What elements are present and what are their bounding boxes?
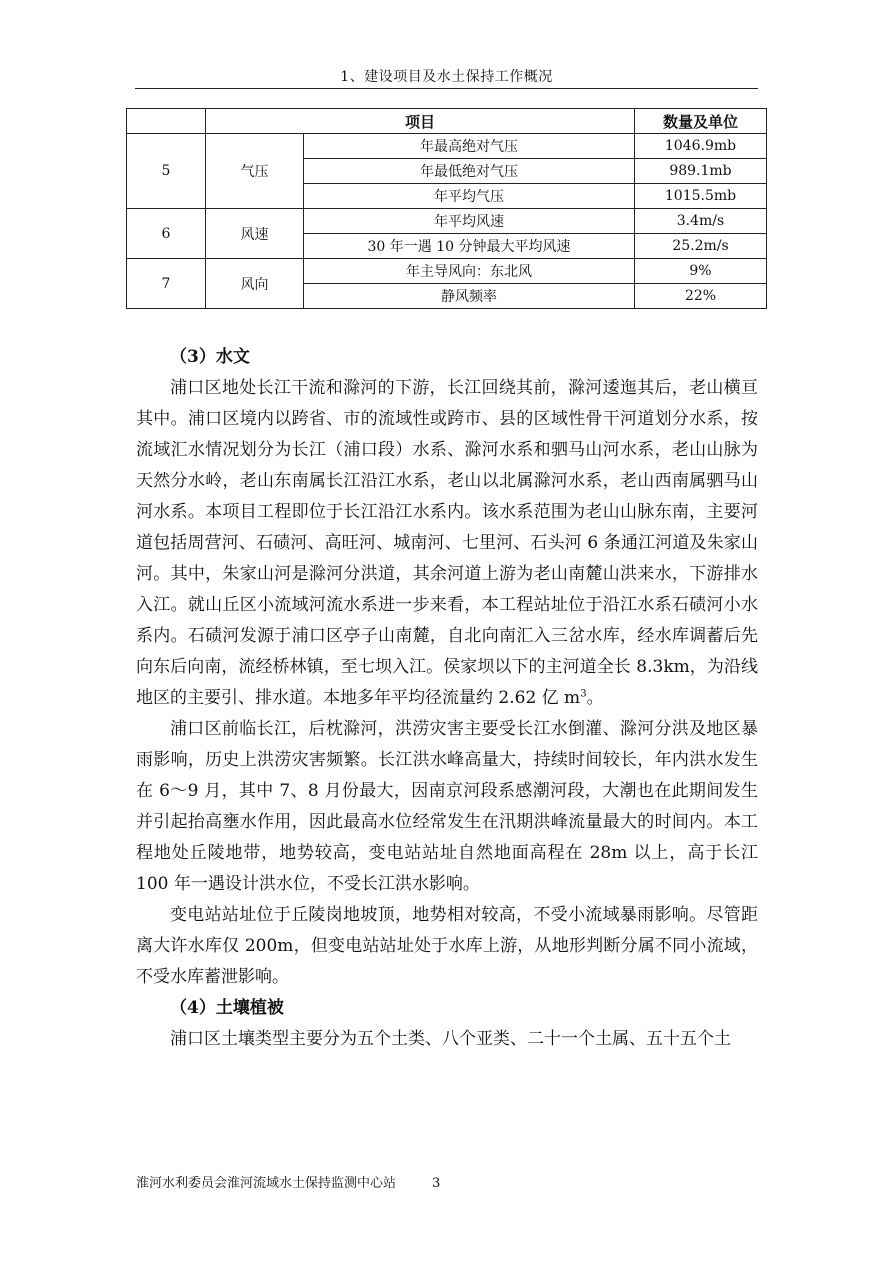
row-category: 风向 (206, 259, 304, 309)
header-blank-cell (127, 109, 206, 134)
row-category: 气压 (206, 134, 304, 209)
row-item: 30 年一遇 10 分钟最大平均风速 (304, 234, 635, 259)
row-value: 989.1mb (635, 159, 767, 184)
row-category: 风速 (206, 209, 304, 259)
paragraph-text: 浦口区地处长江干流和滁河的下游，长江回绕其前，滁河逶迤其后，老山横亘其中。浦口区境内以跨省、市的流域性或跨市、县的区域性骨干河道划分水系，按流域汇水情况划分为长江（浦口段）水系、滁河水系和驷马山河水系，老山山脉为天然分水岭，老山东南属长江沿江水系，老山以北属滁河水系，老山西南属驷马山河水系。本项目工程即位于长江沿江水系内。该水系范围为老山山脉东南，主要河道包括周营河、石碛河、高旺河、城南河、七里河、石头河 6 条通江河道及朱家山河。其中，朱家山河是滁河分洪道，其余河道上游为老山南麓山洪来水，下游排水入江。就山丘区小流域河流水系进一步来看，本工程站址位于沿江水系石碛河小水系内。石碛河发源于浦口区亭子山南麓，自北向南汇入三岔水库，经水库调蓄后先向东后向南，流经桥林镇，至七坝入江。侯家坝以下的主河道全长 8.3km，为沿线地区的主要引、排水道。本地多年平均径流量约 2.62 亿 m (136, 378, 758, 708)
row-value: 3.4m/s (635, 209, 767, 234)
page-footer (136, 1172, 440, 1191)
superscript: 3 (580, 688, 587, 700)
row-value: 1046.9mb (635, 134, 767, 159)
climate-parameter-table (126, 108, 767, 309)
row-item: 年最低绝对气压 (304, 159, 635, 184)
section-heading-soil-vegetation: （4）土壤植被 (170, 998, 284, 1018)
row-item: 静风频率 (304, 284, 635, 309)
header-rule (135, 88, 758, 89)
row-number: 6 (127, 209, 206, 259)
row-item: 年主导风向：东北风 (304, 259, 635, 284)
section-heading-hydrology: （3）水文 (170, 347, 250, 367)
paragraph-end: 。 (586, 688, 604, 708)
row-number: 7 (127, 259, 206, 309)
page-number: 3 (432, 1176, 441, 1191)
footer-organization: 淮河水利委员会淮河流域水土保持监测中心站 (136, 1176, 397, 1191)
hydrology-paragraph-1 (136, 373, 758, 714)
table-row (127, 209, 767, 234)
row-item: 年平均气压 (304, 184, 635, 209)
hydrology-paragraph-2: 浦口区前临长江，后枕滁河，洪涝灾害主要受长江水倒灌、滁河分洪及地区暴雨影响，历史上洪涝灾害频繁。长江洪水峰高量大，持续时间较长，年内洪水发生在 6～9 月，其中 7、8 月份最大，因南京河段系感潮河段，大潮也在此期间发生并引起抬高壅水作用，因此最高水位经常发生在汛期洪峰流量最大的时间内。本工程地处丘陵地带，地势较高，变电站站址自然地面高程在 28m 以上，高于长江 100 年一遇设计洪水位，不受长江洪水影响。 (136, 719, 758, 894)
header-quantity: 数量及单位 (635, 109, 767, 134)
running-header: 1、建设项目及水土保持工作概况 (340, 69, 553, 85)
header-item: 项目 (206, 109, 635, 134)
table-row (127, 259, 767, 284)
row-value: 1015.5mb (635, 184, 767, 209)
soil-paragraph-1: 浦口区土壤类型主要分为五个土类、八个亚类、二十一个土属、五十五个土 (170, 1029, 731, 1049)
row-value: 9% (635, 259, 767, 284)
body-text (136, 342, 758, 1055)
table-header-row (127, 109, 767, 134)
hydrology-paragraph-3: 变电站站址位于丘陵岗地坡顶，地势相对较高，不受小流域暴雨影响。尽管距离大许水库仅 200m，但变电站站址处于水库上游，从地形判断分属不同小流域，不受水库蓄泄影响。 (136, 905, 758, 987)
row-number: 5 (127, 134, 206, 209)
row-item: 年最高绝对气压 (304, 134, 635, 159)
table-row (127, 134, 767, 159)
row-value: 25.2m/s (635, 234, 767, 259)
row-value: 22% (635, 284, 767, 309)
row-item: 年平均风速 (304, 209, 635, 234)
